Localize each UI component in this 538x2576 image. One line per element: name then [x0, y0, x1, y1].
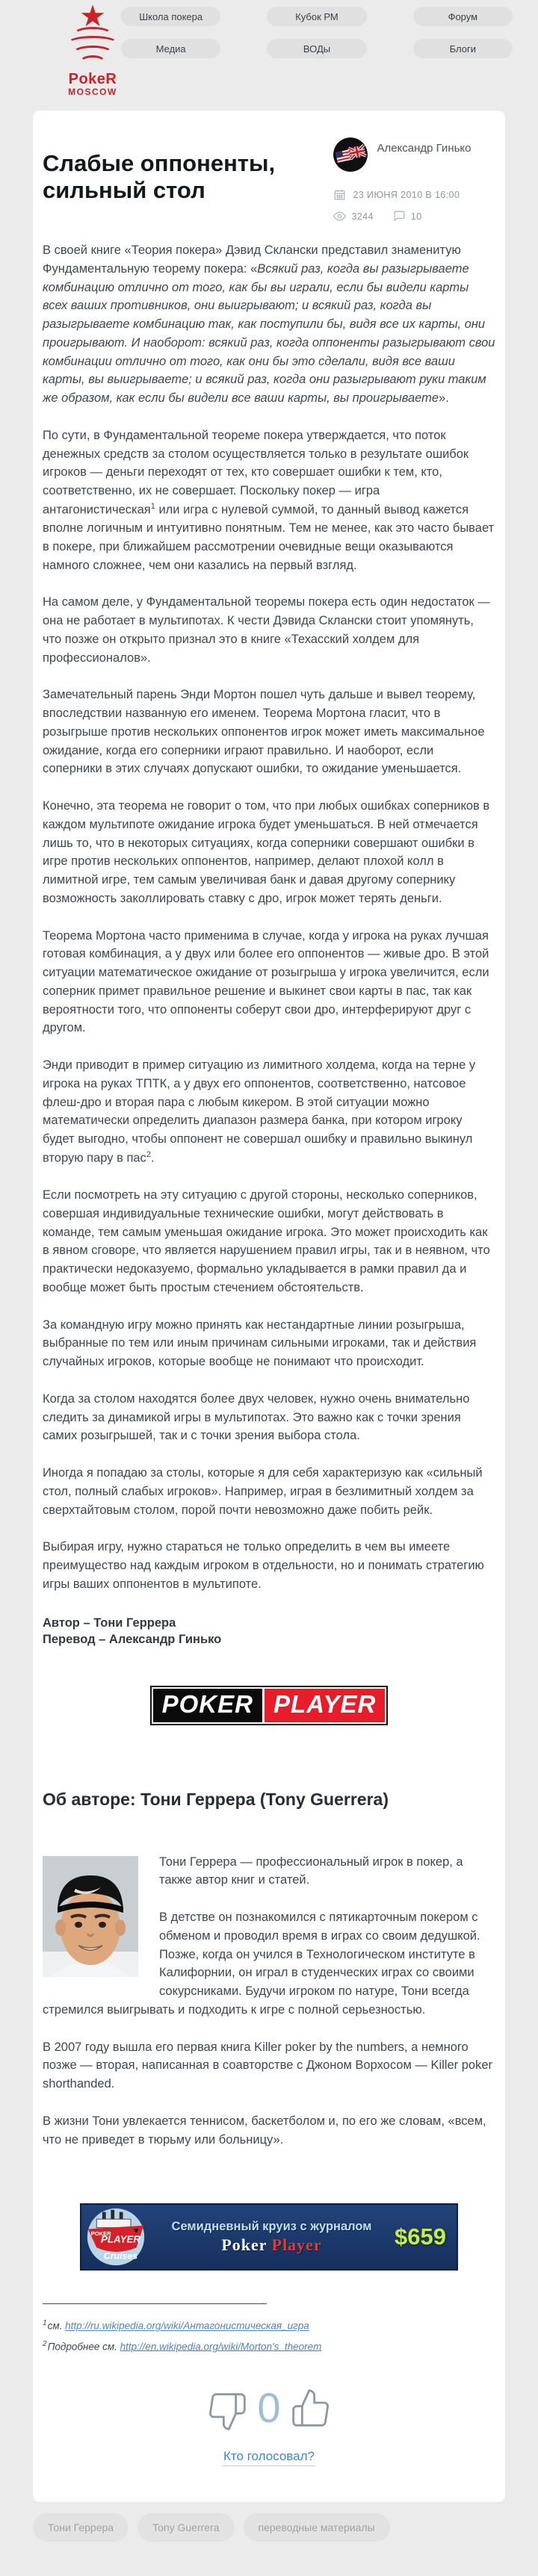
poker-player-logo-word1: POKER	[153, 1689, 262, 1722]
about-paragraph: В 2007 году вышла его первая книга Killer poker by the numbers, а немного позже — вторая, написанная в соавторстве с Джоном Ворхосом — Killer poker shorthanded.	[43, 2040, 492, 2091]
publish-date: 23 ИЮНЯ 2010 В 16:00	[353, 189, 460, 200]
tony-guerrera-photo-image	[43, 1856, 138, 1977]
tag-3[interactable]: переводные материалы	[244, 2513, 390, 2542]
nav-button-4[interactable]: Медиа	[121, 39, 220, 58]
article-body	[43, 241, 495, 1594]
nav-button-5[interactable]: ВОДы	[267, 39, 366, 58]
article-card	[33, 111, 505, 2502]
nav-button-6[interactable]: Блоги	[413, 39, 513, 58]
title-line-1: Слабые оппоненты,	[43, 149, 276, 176]
logo-text-moscow: MOSCOW	[68, 87, 117, 97]
about-paragraph: В детстве он познакомился с пятикарточным покером с обменом и проводил время в играх со своим дедушкой. Позже, когда он учился в Технологическом институте в Калифорнии, он играл в студенческих играх со своими сокурсниками. Будучи игроком по натуре, Тони всегда стремился выигрывать и подходить к игре с полной серьезностью.	[43, 1911, 480, 2017]
paragraph: Теорема Мортона часто применима в случае, когда у игрока на руках лучшая готовая комбинация, а у двух или более его оппонентов — живые дро. В этой ситуации математическое ожидание от розыгрыша у игрока увеличится, если соперник примет правильное решение и выкинет свои карты в пас, так как вероятности того, что оппоненты соберут свои дро, интерферируют друг с другом.	[43, 928, 489, 1035]
banner-text	[149, 2219, 395, 2255]
footnote-link[interactable]: http://ru.wikipedia.org/wiki/Антагонистическая_игра	[65, 2320, 309, 2332]
nav-button-3[interactable]: Форум	[413, 7, 513, 26]
banner-brand-player: Player	[271, 2235, 322, 2254]
paragraph: Иногда я попадаю за столы, которые я для себя характеризую как «сильный стол, полный слабых игроков». Например, играя в безлимитный холдем за сверхтайтовым столом, порой почти невозможно даже побить рейк.	[43, 1466, 483, 1517]
cruise-ad-banner[interactable]	[80, 2203, 458, 2271]
ship-text-poker: POKER	[90, 2230, 111, 2238]
footnotes-divider	[43, 2303, 267, 2304]
footer-tags	[33, 2513, 505, 2576]
banner-brand-poker: Poker	[221, 2235, 268, 2254]
logo-arc	[79, 55, 106, 70]
tag-1[interactable]: Тони Геррера	[33, 2513, 129, 2542]
about-paragraph: В жизни Тони увлекается теннисом, баскетболом и, по его же словам, «всем, что не приведет в тюрьму или больницу».	[43, 2114, 486, 2147]
ship-logo	[83, 2206, 149, 2268]
paragraph: На самом деле, у Фундаментальной теоремы покера есть один недостаток — она не работает в мультипотах. К чести Дэвида Склански стоит упомянуть, что позже он открыто признал это в книге «Техасский холдем для профессионалов».	[43, 595, 490, 665]
credit-line: Автор – Тони Геррера	[43, 1616, 176, 1630]
paragraph: Конечно, эта теорема не говорит о том, что при любых ошибках соперников в каждом мультипоте ожидание игрока будет уменьшаться. В ней отмечается лишь то, что в некоторых ситуациях, когда соперники совершают ошибки в игре против нескольких оппонентов, например, делают плохой колл в лимитной игре, тем самым увеличивая банк и давая другому сопернику возможность заколлировать ставку с дро, игрок может терять деньги.	[43, 799, 490, 905]
ship-text-cruises: Cruises	[103, 2250, 138, 2262]
tag-2[interactable]: Tony Guerrera	[137, 2513, 234, 2542]
views-count: 3244	[351, 211, 374, 222]
banner-headline: Семидневный круиз с журналом	[171, 2220, 372, 2234]
vote-controls	[43, 2383, 495, 2433]
footnote: $^1$см. http://ru.wikipedia.org/wiki/Антагонистическая_игра	[43, 2319, 309, 2332]
flags-avatar-image	[333, 137, 368, 172]
banner-brand	[149, 2235, 395, 2256]
nav-button-1[interactable]: Школа покера	[121, 7, 220, 26]
tony-guerrera-photo	[43, 1856, 138, 1977]
footnotes	[43, 2319, 495, 2352]
paragraph: Когда за столом находятся более двух человек, нужно очень внимательно следить за динамикой игры в мультипотах. Это важно как с точки зрения самих розыгрышей, так и с точки зрения выбора стола.	[43, 1391, 470, 1443]
comments-count: 10	[410, 211, 422, 222]
article-header	[43, 134, 495, 223]
about-body	[43, 1853, 495, 2168]
paragraph: В своей книге «Теория покера» Дэвид Склански представил знаменитую Фундаментальную теорему покера: «Всякий раз, когда вы разыгрываете комбинацию отлично от того, как бы вы играли, если бы видели карты всех ваших противников, они выигрывают; и всякий раз, когда вы разыгрываете комбинацию так, как поступили бы, видя все их карты, они проигрывают. И наоборот: всякий раз, когда оппоненты разыгрывают свои комбинации отлично от того, как они бы это сделали, видя все ваши карты, вы выигрываете; и всякий раз, когда они разыгрывают руки таким же образом, как если бы видели все ваши карты, вы проигрываете».	[43, 243, 495, 405]
thumb-up-icon[interactable]	[290, 2387, 332, 2429]
thumb-down-icon[interactable]	[206, 2391, 248, 2433]
footnote-link[interactable]: http://en.wikipedia.org/wiki/Morton's_theorem	[120, 2341, 322, 2353]
calendar-icon	[333, 188, 346, 201]
ship-text-player: PLAYER	[100, 2233, 141, 2245]
stats-row	[333, 210, 495, 223]
author-row	[333, 137, 495, 172]
paragraph: Энди приводит в пример ситуацию из лимитного холдема, когда на терне у игрока на руках ТПТК, а у двух его оппонентов, соответственно, натсовое флеш-дро и вторая пара с любым кикером. В этой ситуации можно математически определить диапазон размера банка, при котором игроку будет выгодно, чтобы оппонент не совершал ошибку и правильно выкинул вторую пару в пас$^2$.	[43, 1058, 476, 1165]
magazine-logo-wrap	[43, 1686, 495, 1725]
logo-text-poker: PokeR	[68, 71, 117, 87]
paragraph: По сути, в Фундаментальной теореме покера утверждается, что поток денежных средств за столом осуществляется только в результате ошибок игроков — деньги переходят от тех, кто совершает ошибки к тем, кто, соответственно, их не совершает. Поскольку покер — игра антагонистическая$^1$ или игра с нулевой суммой, то данный вывод кажется вполне логичным и интуитивно понятным. Тем не менее, как это часто бывает в покере, при ближайшем рассмотрении очевидные вещи оказываются намного сложнее, чем они казались на первый взгляд.	[43, 428, 495, 572]
vote-count: 0	[257, 2384, 281, 2432]
site-header	[0, 0, 538, 111]
views-icon	[333, 210, 346, 223]
poker-player-logo	[150, 1686, 389, 1725]
credit-line: Перевод – Александр Гинько	[43, 1632, 222, 1646]
banner-price: $659	[395, 2223, 446, 2250]
paragraph: Замечательный парень Энди Мортон пошел чуть дальше и вывел теорему, впоследствии названную его именем. Теорема Мортона гласит, что в розыгрыше против нескольких оппонентов игрок может иметь максимальное ожидание, когда его соперники играют правильно. И наоборот, если соперники в этих случаях допускают ошибки, то ожидание уменьшается.	[43, 688, 485, 776]
paragraph: Выбирая игру, нужно стараться не только определить в чем вы имеете преимущество над каждым игроком в отдельности, но и понимать стратегию игры ваших оппонентов в мультипоте.	[43, 1540, 484, 1591]
about-heading: Об авторе: Тони Геррера (Tony Guerrera)	[43, 1789, 389, 1809]
avatar[interactable]	[333, 137, 368, 172]
poker-player-logo-word2: PLAYER	[265, 1689, 385, 1722]
nav-button-2[interactable]: Кубок РМ	[267, 7, 366, 26]
article-credits	[43, 1616, 495, 1647]
cruise-ship-image	[83, 2206, 149, 2268]
paragraph: Если посмотреть на эту ситуацию с другой стороны, несколько соперников, совершая индивидуальные технические ошибки, могут действовать в команде, тем самым уменьшая ожидание игрока. Это может происходить как в явном сговоре, что является нарушением правил игры, так и в неявном, что практически недоказуемо, формально укладывается в рамки правил да и вообще может быть простым стечением обстоятельств.	[43, 1188, 490, 1294]
title-line-2: сильный стол	[43, 176, 205, 203]
paragraph: За командную игру можно принять как нестандартные линии розыгрыша, выбранные по тем или иным причинам сильными игроками, так и действия случайных игроков, которые вообще не понимают что происходит.	[43, 1318, 477, 1368]
main-nav	[121, 7, 513, 58]
comments-icon	[393, 210, 406, 223]
publish-date-row	[333, 188, 495, 201]
who-voted-link[interactable]: Кто голосовал?	[223, 2449, 315, 2466]
heart-icon: ♥	[133, 2226, 139, 2236]
footnote: $^2$Подробнее см. http://en.wikipedia.org/wiki/Morton's_theorem	[43, 2339, 322, 2353]
author-name[interactable]: Александр Гинько	[377, 142, 471, 155]
who-voted-row	[43, 2449, 495, 2466]
author-meta	[333, 134, 495, 223]
star-icon: ★	[79, 0, 106, 33]
about-paragraph: Тони Геррера — профессиональный игрок в покер, а также автор книг и статей.	[159, 1855, 463, 1887]
page-title	[43, 150, 333, 207]
